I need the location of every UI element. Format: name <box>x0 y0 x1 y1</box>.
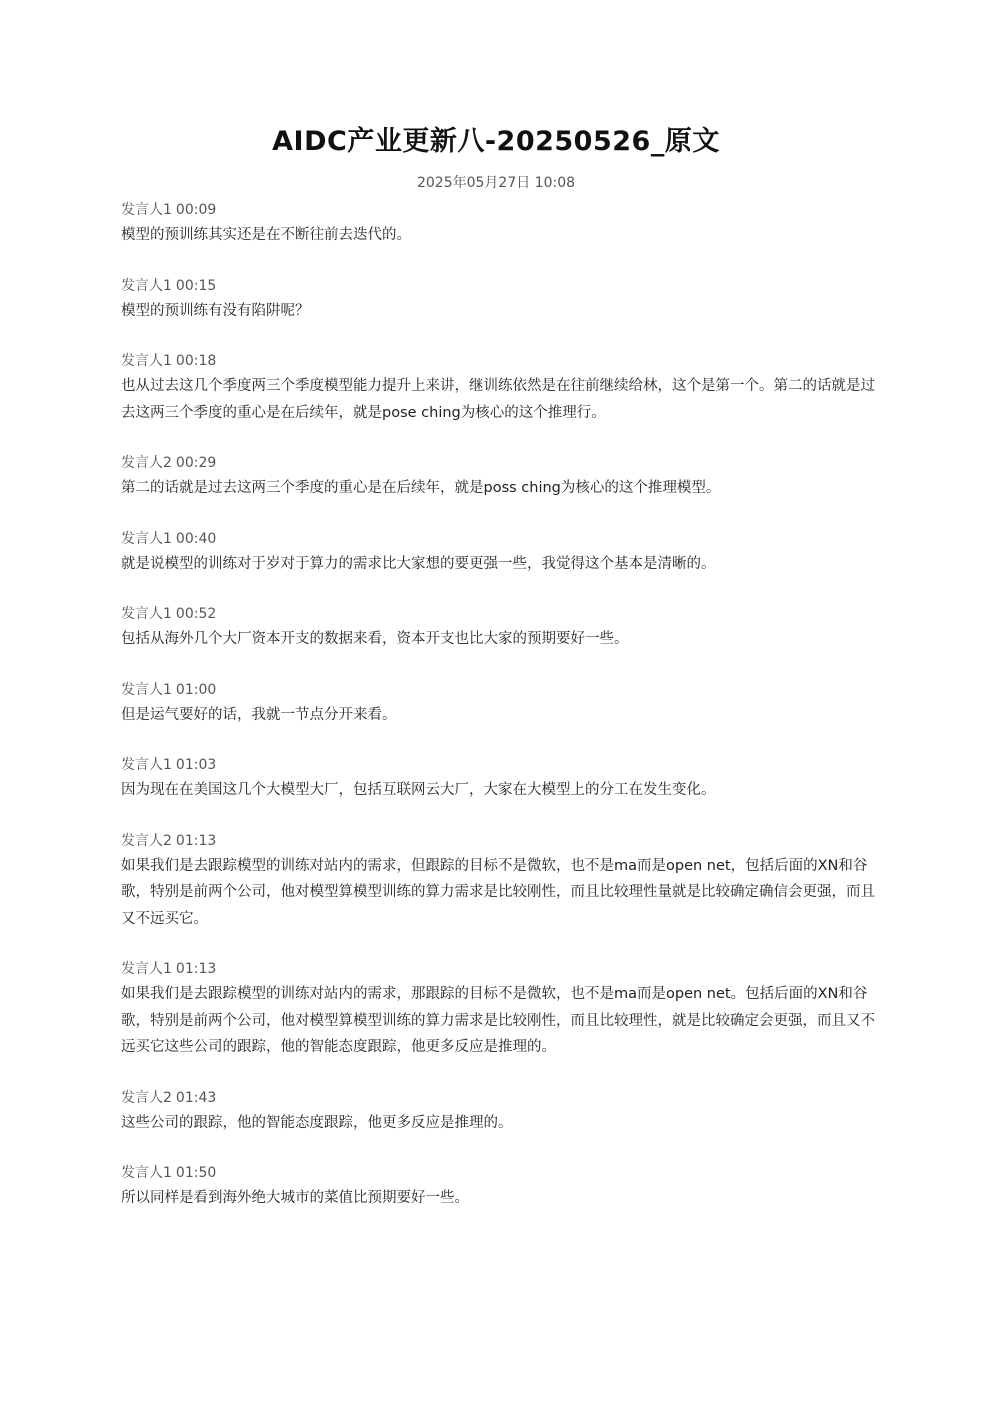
utterance-text: 就是说模型的训练对于岁对于算力的需求比大家想的要更强一些，我觉得这个基本是清晰的。 <box>121 555 716 572</box>
timestamp: 00:40 <box>175 530 217 547</box>
speaker-line <box>121 274 877 298</box>
speaker-line <box>121 1086 877 1110</box>
utterance-text: 模型的预训练其实还是在不断往前去迭代的。 <box>121 227 411 243</box>
transcript-entry <box>121 602 877 653</box>
speaker-line <box>121 527 877 551</box>
transcript-entry <box>121 451 877 502</box>
timestamp: 01:03 <box>175 757 217 773</box>
transcript-entry <box>121 1161 877 1212</box>
transcript-entry <box>121 527 877 578</box>
timestamp: 01:13 <box>175 961 217 977</box>
speaker-line <box>121 451 877 475</box>
transcript-entry <box>121 349 877 426</box>
document-date: 2025年05月27日 10:08 <box>416 175 576 191</box>
timestamp: 00:52 <box>175 606 217 622</box>
timestamp: 01:43 <box>175 1089 217 1106</box>
speaker-name: 发言人1 <box>121 757 172 773</box>
speaker-name: 发言人2 <box>121 832 172 849</box>
transcript <box>121 198 877 1237</box>
utterance-text: 但是运气要好的话，我就一节点分开来看。 <box>121 706 397 723</box>
timestamp: 01:00 <box>175 681 217 698</box>
utterance-text: 模型的预训练有没有陷阱呢？ <box>121 302 310 319</box>
utterance-text: 如果我们是去跟踪模型的训练对站内的需求，那跟踪的目标不是微软，也不是ma而是open net。包括后面的XN和谷歌，特别是前两个公司，他对模型算模型训练的算力需求是比较刚性，而且比较理性，就是比较确定会更强，而且又不远买它这些公司的跟踪，他的智能态度跟踪，他更多反应是推理的。 <box>121 986 875 1055</box>
speaker-line <box>121 829 877 853</box>
speaker-name: 发言人1 <box>121 530 172 547</box>
speaker-line <box>121 678 877 702</box>
utterance-text: 因为现在在美国这几个大模型大厂，包括互联网云大厂，大家在大模型上的分工在发生变化。 <box>121 782 716 798</box>
speaker-name: 发言人1 <box>121 961 172 977</box>
timestamp: 00:09 <box>175 202 217 218</box>
speaker-name: 发言人1 <box>121 681 172 698</box>
timestamp: 01:13 <box>175 832 217 849</box>
transcript-entry <box>121 753 877 804</box>
speaker-line <box>121 957 877 981</box>
timestamp: 01:50 <box>175 1165 217 1181</box>
speaker-line <box>121 753 877 777</box>
utterance-text: 如果我们是去跟踪模型的训练对站内的需求，但跟踪的目标不是微软，也不是ma而是open net，包括后面的XN和谷歌，特别是前两个公司，他对模型算模型训练的算力需求是比较刚性，而且比较理性量就是比较确定确信会更强，而且又不远买它。 <box>121 857 875 927</box>
transcript-entry <box>121 678 877 729</box>
speaker-line <box>121 349 877 373</box>
transcript-entry <box>121 198 877 249</box>
transcript-entry <box>121 829 877 933</box>
speaker-name: 发言人1 <box>121 606 172 622</box>
speaker-name: 发言人1 <box>121 277 172 294</box>
transcript-entry <box>121 957 877 1061</box>
speaker-name: 发言人1 <box>121 202 172 218</box>
utterance-text: 第二的话就是过去这两三个季度的重心是在后续年，就是poss ching为核心的这个推理模型。 <box>121 480 721 496</box>
utterance-text: 包括从海外几个大厂资本开支的数据来看，资本开支也比大家的预期要好一些。 <box>121 631 629 647</box>
speaker-name: 发言人1 <box>121 1165 172 1181</box>
timestamp: 00:15 <box>175 277 217 294</box>
speaker-name: 发言人2 <box>121 455 172 471</box>
transcript-entry <box>121 1086 877 1137</box>
utterance-text: 这些公司的跟踪，他的智能态度跟踪，他更多反应是推理的。 <box>121 1114 513 1131</box>
utterance-text: 所以同样是看到海外绝大城市的菜值比预期要好一些。 <box>121 1190 469 1206</box>
speaker-name: 发言人1 <box>121 353 172 369</box>
document-title: AIDC产业更新八-20250526_原文 <box>272 126 720 157</box>
speaker-name: 发言人2 <box>121 1089 172 1106</box>
speaker-line <box>121 198 877 222</box>
utterance-text: 也从过去这几个季度两三个季度模型能力提升上来讲，继训练依然是在往前继续给林，这个是第一个。第二的话就是过去这两三个季度的重心是在后续年，就是pose ching为核心的这个推理行。 <box>121 378 875 421</box>
transcript-entry <box>121 274 877 325</box>
timestamp: 00:18 <box>175 353 217 369</box>
speaker-line <box>121 602 877 626</box>
timestamp: 00:29 <box>175 455 217 471</box>
speaker-line <box>121 1161 877 1185</box>
